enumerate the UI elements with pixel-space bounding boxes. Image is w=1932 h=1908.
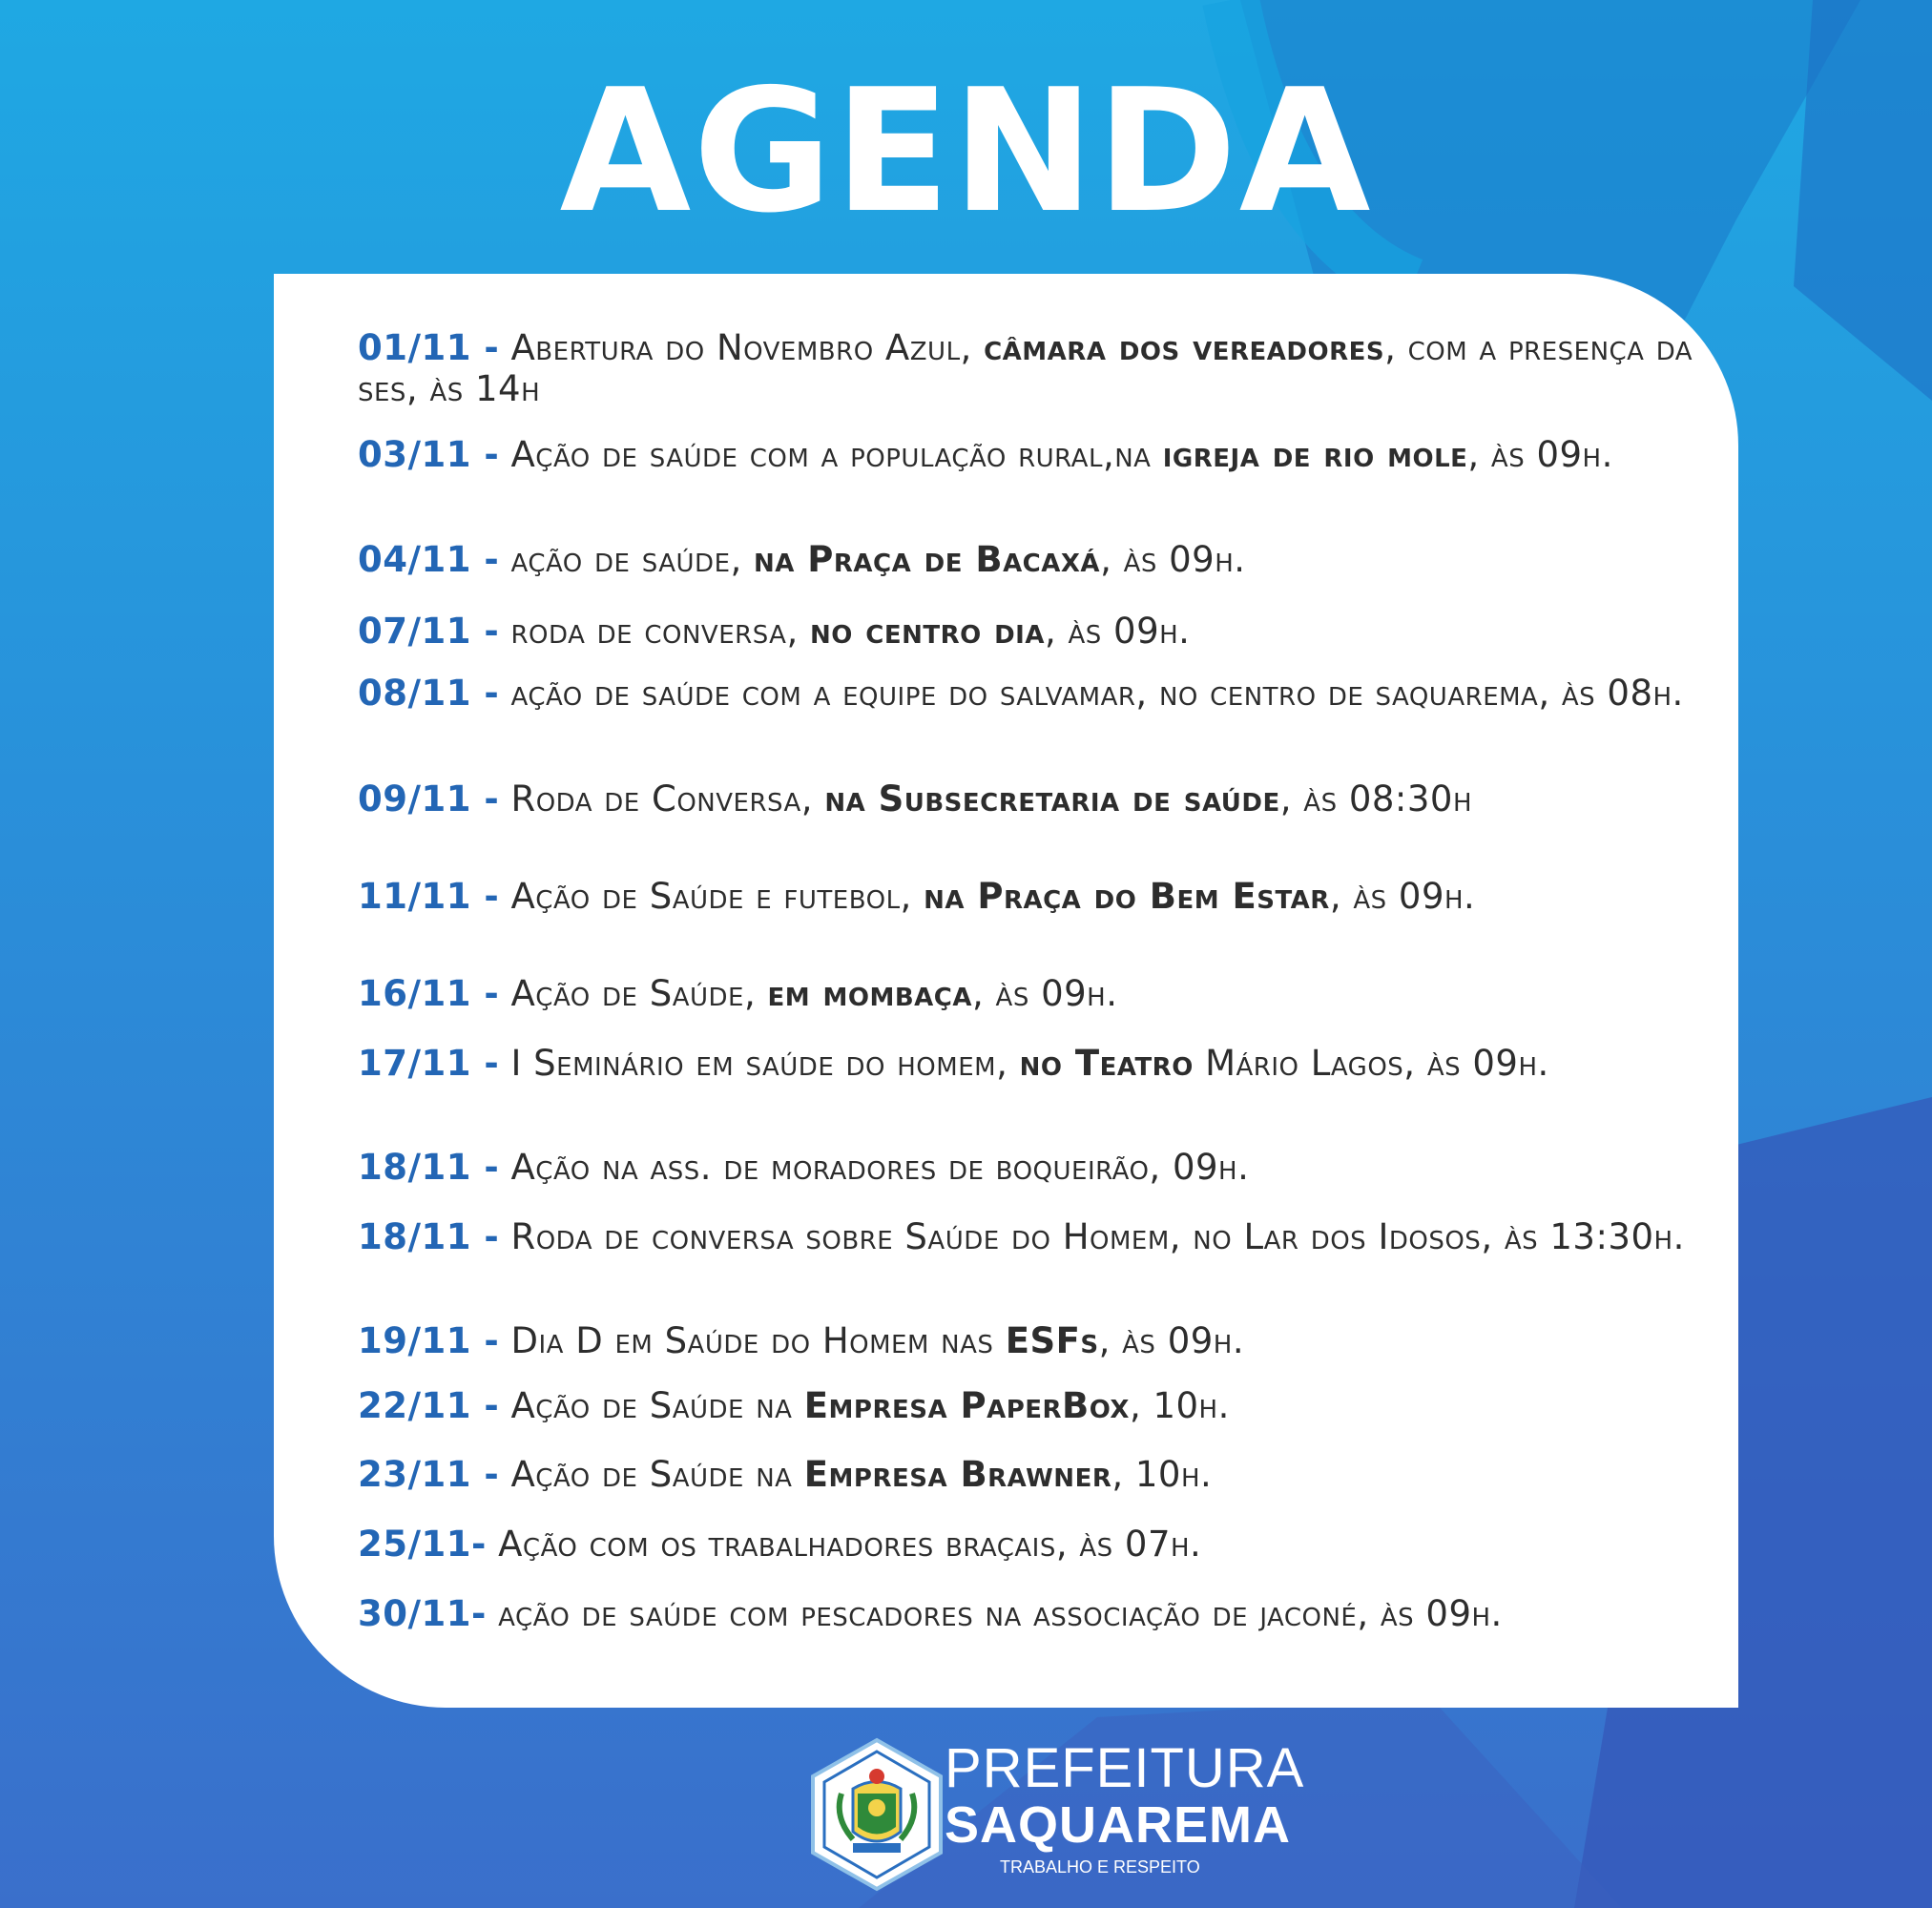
agenda-item: 16/11 - Ação de Saúde, em mombaça, às 09h. [358,973,1118,1014]
agenda-date: 25/11- [358,1524,487,1565]
agenda-date: 08/11 - [358,673,500,714]
agenda-date: 22/11 - [358,1385,500,1426]
agenda-item: 08/11 - ação de saúde com a equipe do salvamar, no centro de saquarema, às 08h. [358,673,1684,714]
agenda-date: 18/11 - [358,1216,500,1257]
prefeitura-logo [805,1736,1305,1898]
agenda-item: 17/11 - I Seminário em saúde do homem, no Teatro Mário Lagos, às 09h. [358,1043,1549,1084]
agenda-date: 09/11 - [358,778,500,819]
agenda-item: 11/11 - Ação de Saúde e futebol, na Praça do Bem Estar, às 09h. [358,876,1476,917]
agenda-date: 23/11 - [358,1454,500,1495]
agenda-date: 04/11 - [358,539,500,580]
agenda-date: 16/11 - [358,973,500,1014]
agenda-date: 18/11 - [358,1147,500,1188]
agenda-item: 01/11 - Abertura do Novembro Azul, câmara dos vereadores, com a presença da ses, às 14h [358,327,1693,409]
agenda-item: 23/11 - Ação de Saúde na Empresa Brawner, 10h. [358,1454,1213,1495]
agenda-date: 11/11 - [358,876,500,917]
agenda-item: 30/11- ação de saúde com pescadores na associação de jaconé, às 09h. [358,1593,1503,1634]
agenda-date: 07/11 - [358,611,500,652]
coat-of-arms-icon [805,1736,948,1894]
agenda-date: 03/11 - [358,434,500,475]
agenda-date: 01/11 - [358,327,500,368]
agenda-item: 07/11 - roda de conversa, no centro dia, às 09h. [358,611,1191,652]
agenda-item: 09/11 - Roda de Conversa, na Subsecretaria de saúde, às 08:30h [358,778,1473,819]
agenda-date: 17/11 - [358,1043,500,1084]
agenda-item: 19/11 - Dia D em Saúde do Homem nas ESFs, às 09h. [358,1320,1245,1361]
logo-slogan: TRABALHO E RESPEITO [1000,1857,1200,1877]
agenda-item: 22/11 - Ação de Saúde na Empresa PaperBox, 10h. [358,1385,1230,1426]
agenda-date: 19/11 - [358,1320,500,1361]
agenda-item: 04/11 - ação de saúde, na Praça de Bacaxá, às 09h. [358,539,1246,580]
logo-line-prefeitura: PREFEITURA [945,1737,1305,1799]
logo-line-saquarema: SAQUAREMA [945,1796,1292,1854]
page-title: AGENDA [559,52,1373,250]
agenda-item: 18/11 - Roda de conversa sobre Saúde do Homem, no Lar dos Idosos, às 13:30h. [358,1216,1685,1257]
agenda-item: 03/11 - Ação de saúde com a população rural,na igreja de rio mole, às 09h. [358,434,1613,475]
agenda-item: 25/11- Ação com os trabalhadores braçais, às 07h. [358,1524,1202,1565]
agenda-date: 30/11- [358,1593,487,1634]
agenda-item: 18/11 - Ação na ass. de moradores de boqueirão, 09h. [358,1147,1250,1188]
